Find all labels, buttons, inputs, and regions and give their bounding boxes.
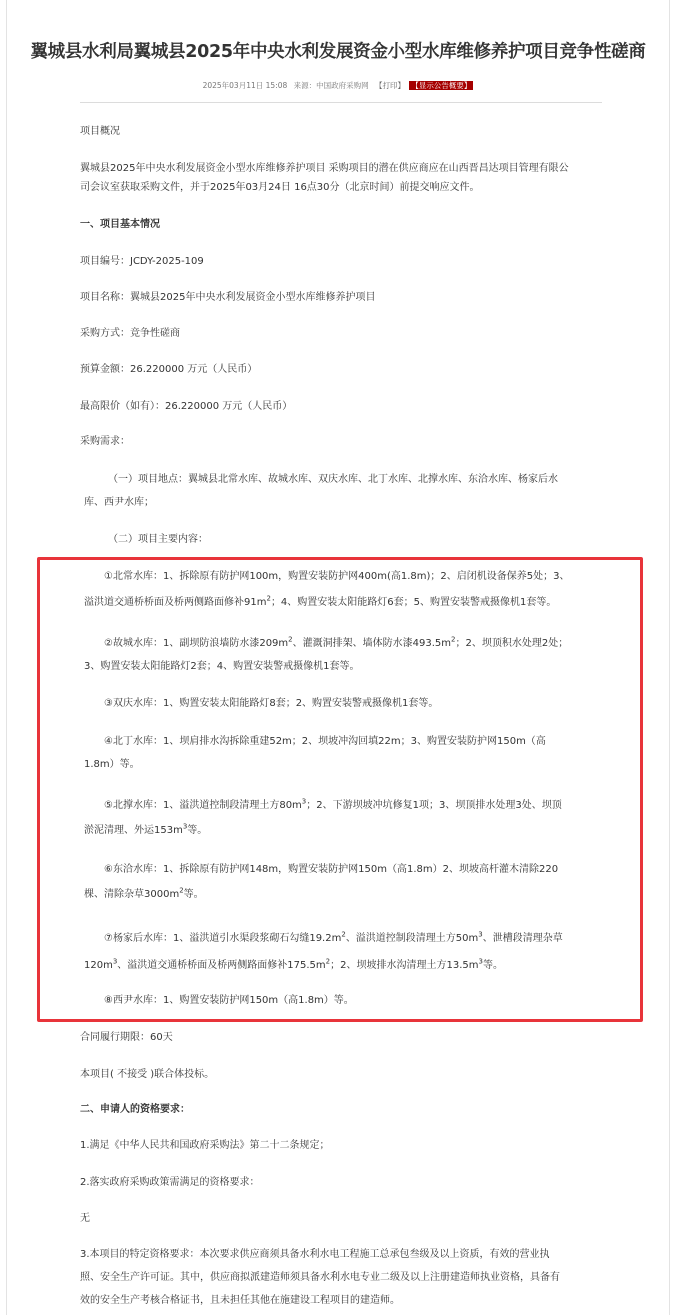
section-2-heading: 二、申请人的资格要求： xyxy=(80,1104,190,1115)
reservoir-item-3: ③双庆水库：1、购置安装太阳能路灯8套；2、购置安装警戒摄像机1套等。 xyxy=(104,698,439,709)
qualification-3-line-1: 3.本项目的特定资格要求：本次要求供应商须具备水利水电工程施工总承包叁级及以上资质，有效的营业执 xyxy=(80,1249,550,1260)
reservoir-item-1-cont: 溢洪道交通桥桥面及桥两侧路面修补$91m^2$；4、购置安装太阳能路灯6套；5、购置安装警戒摄像机1套等。 xyxy=(84,594,557,608)
notice-summary-button[interactable]: 【显示公告概要】 xyxy=(411,81,472,90)
project-number: 项目编号：JCDY-2025-109 xyxy=(80,256,204,267)
reservoir-item-1: ①北常水库：1、拆除原有防护网100m，购置安装防护网400m(高1.8m)；2、启闭机设备保养5处；3、 xyxy=(104,571,570,582)
overview-line-1: 翼城县2025年中央水利发展资金小型水库维修养护项目 采购项目的潜在供应商应在山西晋昌达项目管理有限公 xyxy=(80,163,569,174)
overview-title: 项目概况 xyxy=(80,126,120,137)
qualification-2: 2.落实政府采购政策需满足的资格要求： xyxy=(80,1177,260,1188)
content-title: （二）项目主要内容： xyxy=(108,534,208,545)
procurement-method: 采购方式：竞争性磋商 xyxy=(80,328,180,339)
qualification-2-value: 无 xyxy=(80,1213,90,1224)
reservoir-item-7: ⑦杨家后水库：1、溢洪道引水渠段浆砌石勾缝$19.2m^2$、溢洪道控制段清理土方$50m^3$、泄槽段清理杂草 xyxy=(104,930,563,944)
source-label: 来源：中国政府采购网 xyxy=(293,81,369,90)
publish-datetime: 2025年03月11日 15:08 xyxy=(202,81,288,90)
contract-period: 合同履行期限：60天 xyxy=(80,1032,173,1043)
page-title: 翼城县水利局翼城县2025年中央水利发展资金小型水库维修养护项目竞争性磋商 xyxy=(30,42,646,62)
max-price: 最高限价（如有）：26.220000 万元（人民币） xyxy=(80,401,293,412)
reservoir-item-4-cont: 1.8m）等。 xyxy=(84,759,140,770)
requirements-label: 采购需求： xyxy=(80,436,130,447)
qualification-3-line-2: 照、安全生产许可证。其中，供应商拟派建造师须具备水利水电专业二级及以上注册建造师执业资格，具备有 xyxy=(80,1272,560,1283)
reservoir-item-2-cont: 3、购置安装太阳能路灯2套；4、购置安装警戒摄像机1套等。 xyxy=(84,661,360,672)
reservoir-item-7-cont: $120m^3$、溢洪道交通桥桥面及桥两侧路面修补$175.5m^2$；2、坝坡排水沟清理土方$13.5m^3$等。 xyxy=(84,957,503,971)
budget-amount: 预算金额：26.220000 万元（人民币） xyxy=(80,364,258,375)
project-name: 项目名称：翼城县2025年中央水利发展资金小型水库维修养护项目 xyxy=(80,292,376,303)
qualification-1: 1.满足《中华人民共和国政府采购法》第二十二条规定； xyxy=(80,1140,330,1151)
highlight-box xyxy=(37,557,643,1022)
print-link[interactable]: 【打印】 xyxy=(375,81,406,90)
consortium-note: 本项目( 不接受 )联合体投标。 xyxy=(80,1069,215,1080)
location-line-2: 库、西尹水库； xyxy=(84,497,154,508)
reservoir-item-5-cont: 淤泥清理、外运$153m^3$等。 xyxy=(84,822,208,836)
reservoir-item-4: ④北丁水库：1、坝肩排水沟拆除重建52m；2、坝坡冲沟回填22m；3、购置安装防护网150m（高 xyxy=(104,736,546,747)
reservoir-item-8: ⑧西尹水库：1、购置安装防护网150m（高1.8m）等。 xyxy=(104,995,354,1006)
location-line-1: （一）项目地点：翼城县北常水库、故城水库、双庆水库、北丁水库、北撑水库、东洽水库、杨家后水 xyxy=(108,474,558,485)
section-1-heading: 一、项目基本情况 xyxy=(80,219,160,230)
reservoir-item-6: ⑥东洽水库：1、拆除原有防护网148m，购置安装防护网150m（高1.8m）2、坝坡高杆灌木清除220 xyxy=(104,864,559,875)
reservoir-item-5: ⑤北撑水库：1、溢洪道控制段清理土方$80m^3$；2、下游坝坡冲坑修复1项；3、坝顶排水处理3处、坝顶 xyxy=(104,797,562,811)
overview-line-2: 司会议室获取采购文件，并于2025年03月24日 16点30分（北京时间）前提交响应文件。 xyxy=(80,182,480,193)
article-meta xyxy=(0,80,676,91)
reservoir-item-2: ②故城水库：1、副坝防浪墙防水漆$209m^2$、灌溉洞排架、墙体防水漆$493.5m^2$；2、坝顶积水处理2处； xyxy=(104,635,569,649)
qualification-3-line-3: 效的安全生产考核合格证书，且未担任其他在施建设工程项目的建造师。 xyxy=(80,1295,400,1306)
divider xyxy=(80,102,602,103)
reservoir-item-6-cont: 棵、清除杂草$3000m^2$等。 xyxy=(84,886,204,900)
